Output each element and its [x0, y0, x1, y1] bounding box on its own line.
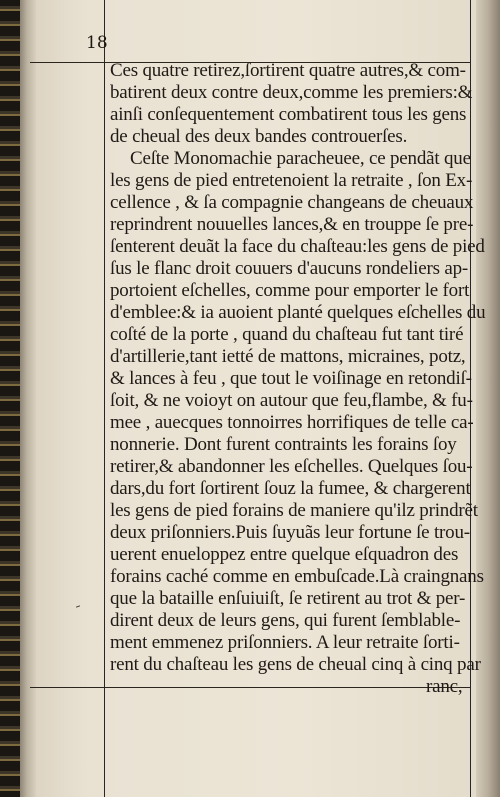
catchword: ranc, [426, 676, 463, 697]
text-line: d'artillerie,tant ietté de mattons, micraines, potz, [110, 346, 466, 367]
text-line: ſoit, & ne voioyt on autour que feu,flambe, & fu- [110, 390, 473, 411]
text-line: batirent deux contre deux,comme les premiers:& [110, 82, 473, 103]
text-line: de cheual des deux bandes controuerſes. [110, 126, 408, 147]
text-line: dirent deux de leurs gens, qui furent ſemblable- [110, 610, 461, 631]
text-line: Ceſte Monomachie paracheuee, ce pendãt que [130, 148, 471, 169]
text-line: & lances à feu , que tout le voiſinage en retondiſ- [110, 368, 472, 389]
text-line: Ces quatre retirez,ſortirent quatre autres,& com- [110, 60, 466, 81]
text-line: retirer,& abandonner les eſchelles. Quelques ſou- [110, 456, 473, 477]
text-line: ainſi conſequentement combatirent tous les gens [110, 104, 467, 125]
gutter-shadow [20, 0, 36, 797]
text-line: rent du chaſteau les gens de cheual cinq à cinq par [110, 654, 481, 675]
text-line: d'emblee:& ia auoient planté quelques eſchelles du [110, 302, 486, 323]
text-line: mee , auecques tonnoirres horrifiques de telle ca- [110, 412, 474, 433]
text-line: portoient eſchelles, comme pour emporter le fort [110, 280, 470, 301]
text-line: que la bataille enſuiuiſt, ſe retirent au trot & per- [110, 588, 466, 609]
text-line: uerent enueloppez entre quelque eſquadron des [110, 544, 459, 565]
text-line: coſté de la porte , quand du chaſteau fut tant tiré [110, 324, 464, 345]
page-fore-edge [476, 0, 500, 797]
text-line: ſus le flanc droit couuers d'aucuns rondeliers ap- [110, 258, 468, 279]
text-line: ſenterent deuãt la face du chaſteau:les gens de pied [110, 236, 485, 257]
text-line: nonnerie. Dont furent contraints les forains ſoy [110, 434, 457, 455]
text-line: dars,du fort ſortirent ſouz la fumee, & chargerent [110, 478, 471, 499]
text-line: forains caché comme en embuſcade.Là craingnans [110, 566, 484, 587]
text-line: reprindrent nouuelles lances,& en trouppe ſe pre- [110, 214, 474, 235]
text-line: les gens de pied entretenoient la retraite , ſon Ex- [110, 170, 473, 191]
left-margin-rule [104, 0, 105, 797]
page-number: 18 [86, 33, 108, 53]
text-line: deux priſonniers.Puis ſuyuãs leur fortune ſe trou- [110, 522, 470, 543]
text-line: les gens de pied forains de maniere qu'ilz prindrẽt [110, 500, 478, 521]
book-binding-edge [0, 0, 20, 797]
bottom-margin-rule [30, 687, 470, 688]
text-line: ment emmenez priſonniers. A leur retraite ſorti- [110, 632, 460, 653]
text-line: cellence , & ſa compagnie changeans de cheuaux [110, 192, 474, 213]
